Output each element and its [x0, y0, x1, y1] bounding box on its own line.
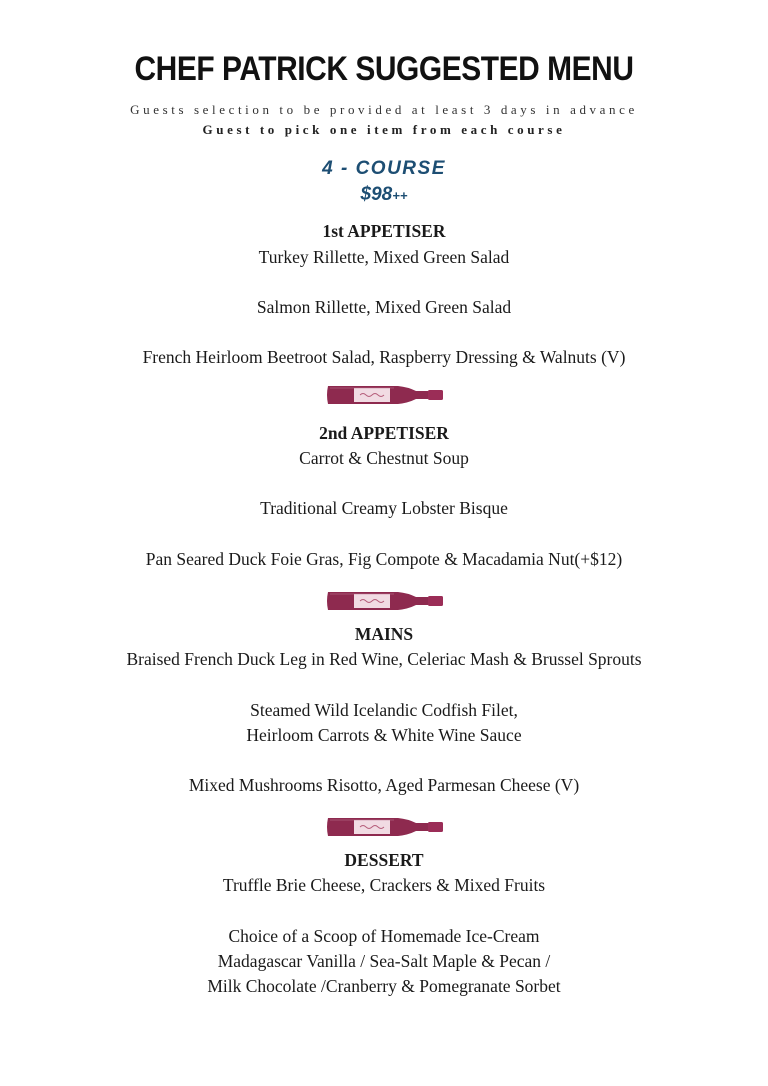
menu-item: Traditional Creamy Lobster Bisque	[260, 498, 508, 518]
menu-item: French Heirloom Beetroot Salad, Raspberry Dressing & Walnuts (V)	[142, 347, 626, 367]
advance-notice: Guests selection to be provided at least 3 days in advance	[130, 102, 638, 117]
section-heading-dessert: DESSERT	[344, 850, 424, 870]
menu-item: Braised French Duck Leg in Red Wine, Celeriac Mash & Brussel Sprouts	[126, 649, 642, 669]
menu-item: Pan Seared Duck Foie Gras, Fig Compote & Macadamia Nut(+$12)	[145, 549, 623, 569]
menu-item: Truffle Brie Cheese, Crackers & Mixed Fruits	[222, 875, 546, 895]
wine-bottle-icon	[324, 588, 446, 614]
price-amount: $98	[360, 184, 393, 205]
wine-bottle-icon	[324, 814, 446, 840]
menu-item: Steamed Wild Icelandic Codfish Filet,	[250, 700, 518, 720]
section-heading-1st-appetiser: 1st APPETISER	[322, 221, 446, 241]
menu-item: Mixed Mushrooms Risotto, Aged Parmesan Cheese (V)	[188, 775, 580, 795]
page-title: CHEF PATRICK SUGGESTED MENU	[134, 50, 634, 88]
menu-item: Milk Chocolate /Cranberry & Pomegranate Sorbet	[207, 976, 561, 996]
price-suffix: ++	[392, 188, 408, 203]
menu-item: Carrot & Chestnut Soup	[299, 448, 469, 468]
section-heading-mains: MAINS	[354, 624, 414, 644]
menu-item: Madagascar Vanilla / Sea-Salt Maple & Pecan /	[217, 951, 551, 971]
menu-item: Turkey Rillette, Mixed Green Salad	[258, 247, 510, 267]
menu-price	[0, 184, 768, 206]
section-heading-2nd-appetiser: 2nd APPETISER	[319, 423, 449, 443]
menu-item: Salmon Rillette, Mixed Green Salad	[256, 297, 512, 317]
course-count: 4 - COURSE	[322, 158, 446, 179]
menu-item: Choice of a Scoop of Homemade Ice-Cream	[228, 926, 540, 946]
selection-instruction: Guest to pick one item from each course	[202, 122, 566, 137]
wine-bottle-icon	[324, 382, 446, 408]
menu-item: Heirloom Carrots & White Wine Sauce	[246, 725, 522, 745]
